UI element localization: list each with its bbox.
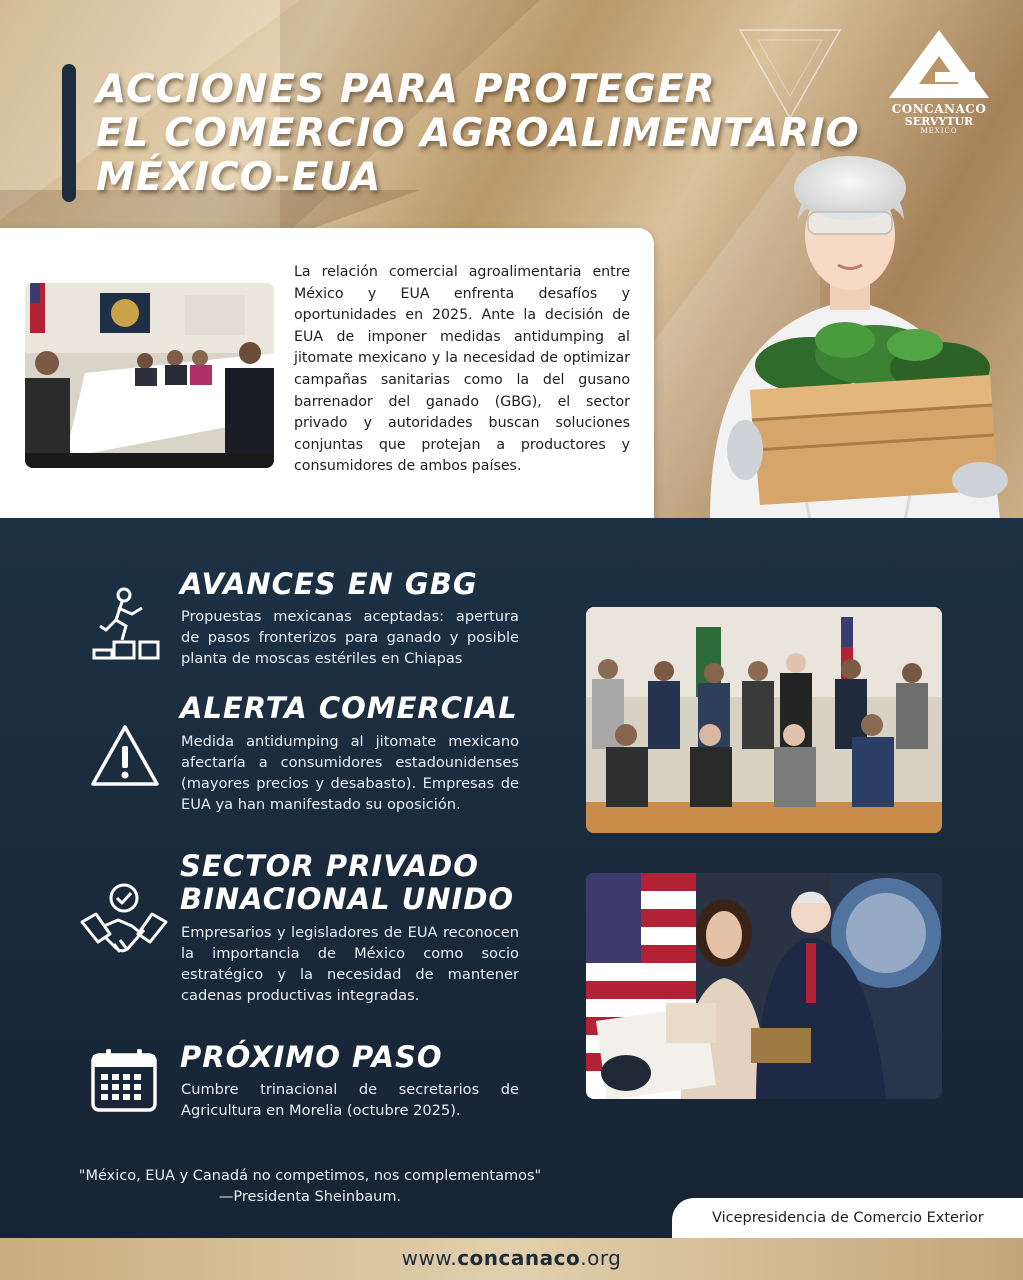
item-title-line: BINACIONAL UNIDO [180,882,515,916]
website-link[interactable] [0,1238,1023,1280]
logo-name: CONCANACO [891,102,987,116]
item-title-sector [180,850,514,916]
logo-country: MEXICO [920,127,958,135]
url-suffix: .org [580,1246,622,1270]
item-text-sector: Empresarios y legisladores de EUA reconocen la importancia de México como socio estratégico y la necesidad de mantener cadenas productivas integradas. [181,924,519,1004]
title-accent-bar [62,64,76,202]
officials-gift-exchange-image [586,873,942,1099]
meeting-photo [25,283,274,468]
item-title-line: SECTOR PRIVADO [180,849,479,883]
calendar-icon [90,1047,158,1113]
logo-triangle-icon [887,28,991,100]
intro-paragraph: La relación comercial agroalimentaria entre México y EUA enfrenta desafíos y oportunidades en 2025. Ante la decisión de EUA de imponer medidas antidumping al jitomate mexicano y la necesidad de optimizar campañas sanitarias como la del gusano barrenador del ganado (GBG), el sector privado y autoridades buscan soluciones conjuntas que protejan a productores y consumidores de ambos países. [294,264,630,475]
intro-card [0,228,654,534]
item-title-alerta: ALERTA COMERCIAL [180,691,518,725]
item-text-proximo: Cumbre trinacional de secretarios de Agricultura en Morelia (octubre 2025). [181,1081,519,1119]
stairs-climber-icon [92,586,162,662]
meeting-room-image [25,283,274,468]
quote-text: "México, EUA y Canadá no competimos, nos complementamos" [78,1168,542,1184]
item-title-gbg: AVANCES EN GBG [180,567,478,601]
quote-attribution: —Presidenta Sheinbaum. [218,1189,402,1205]
title-line: MÉXICO-EUA [96,155,382,200]
title-line: EL COMERCIO AGROALIMENTARIO [96,111,860,156]
delegation-group-image [586,607,942,833]
title-line: ACCIONES PARA PROTEGER [96,67,716,112]
logo-sub: SERVYTUR [904,115,974,128]
worker-with-produce-crate-image [690,150,1023,520]
item-text-gbg: Propuestas mexicanas aceptadas: apertura de pasos fronterizos para ganado y posible planta de moscas estériles en Chiapas [181,608,519,667]
url-prefix: www. [401,1246,458,1270]
department-label: Vicepresidencia de Comercio Exterior [672,1198,1023,1238]
warning-icon [90,724,160,788]
gift-exchange-photo [586,873,942,1099]
item-title-proximo: PRÓXIMO PASO [180,1040,443,1074]
presidential-quote [60,1166,560,1208]
concanaco-logo[interactable] [884,28,994,143]
handshake-icon [80,882,168,968]
group-photo [586,607,942,833]
url-brand: concanaco [457,1246,581,1270]
item-text-alerta: Medida antidumping al jitomate mexicano afectaría a consumidores estadounidenses (mayores precios y desabasto). Empresas de EUA ya han manifestado su oposición. [181,733,519,813]
